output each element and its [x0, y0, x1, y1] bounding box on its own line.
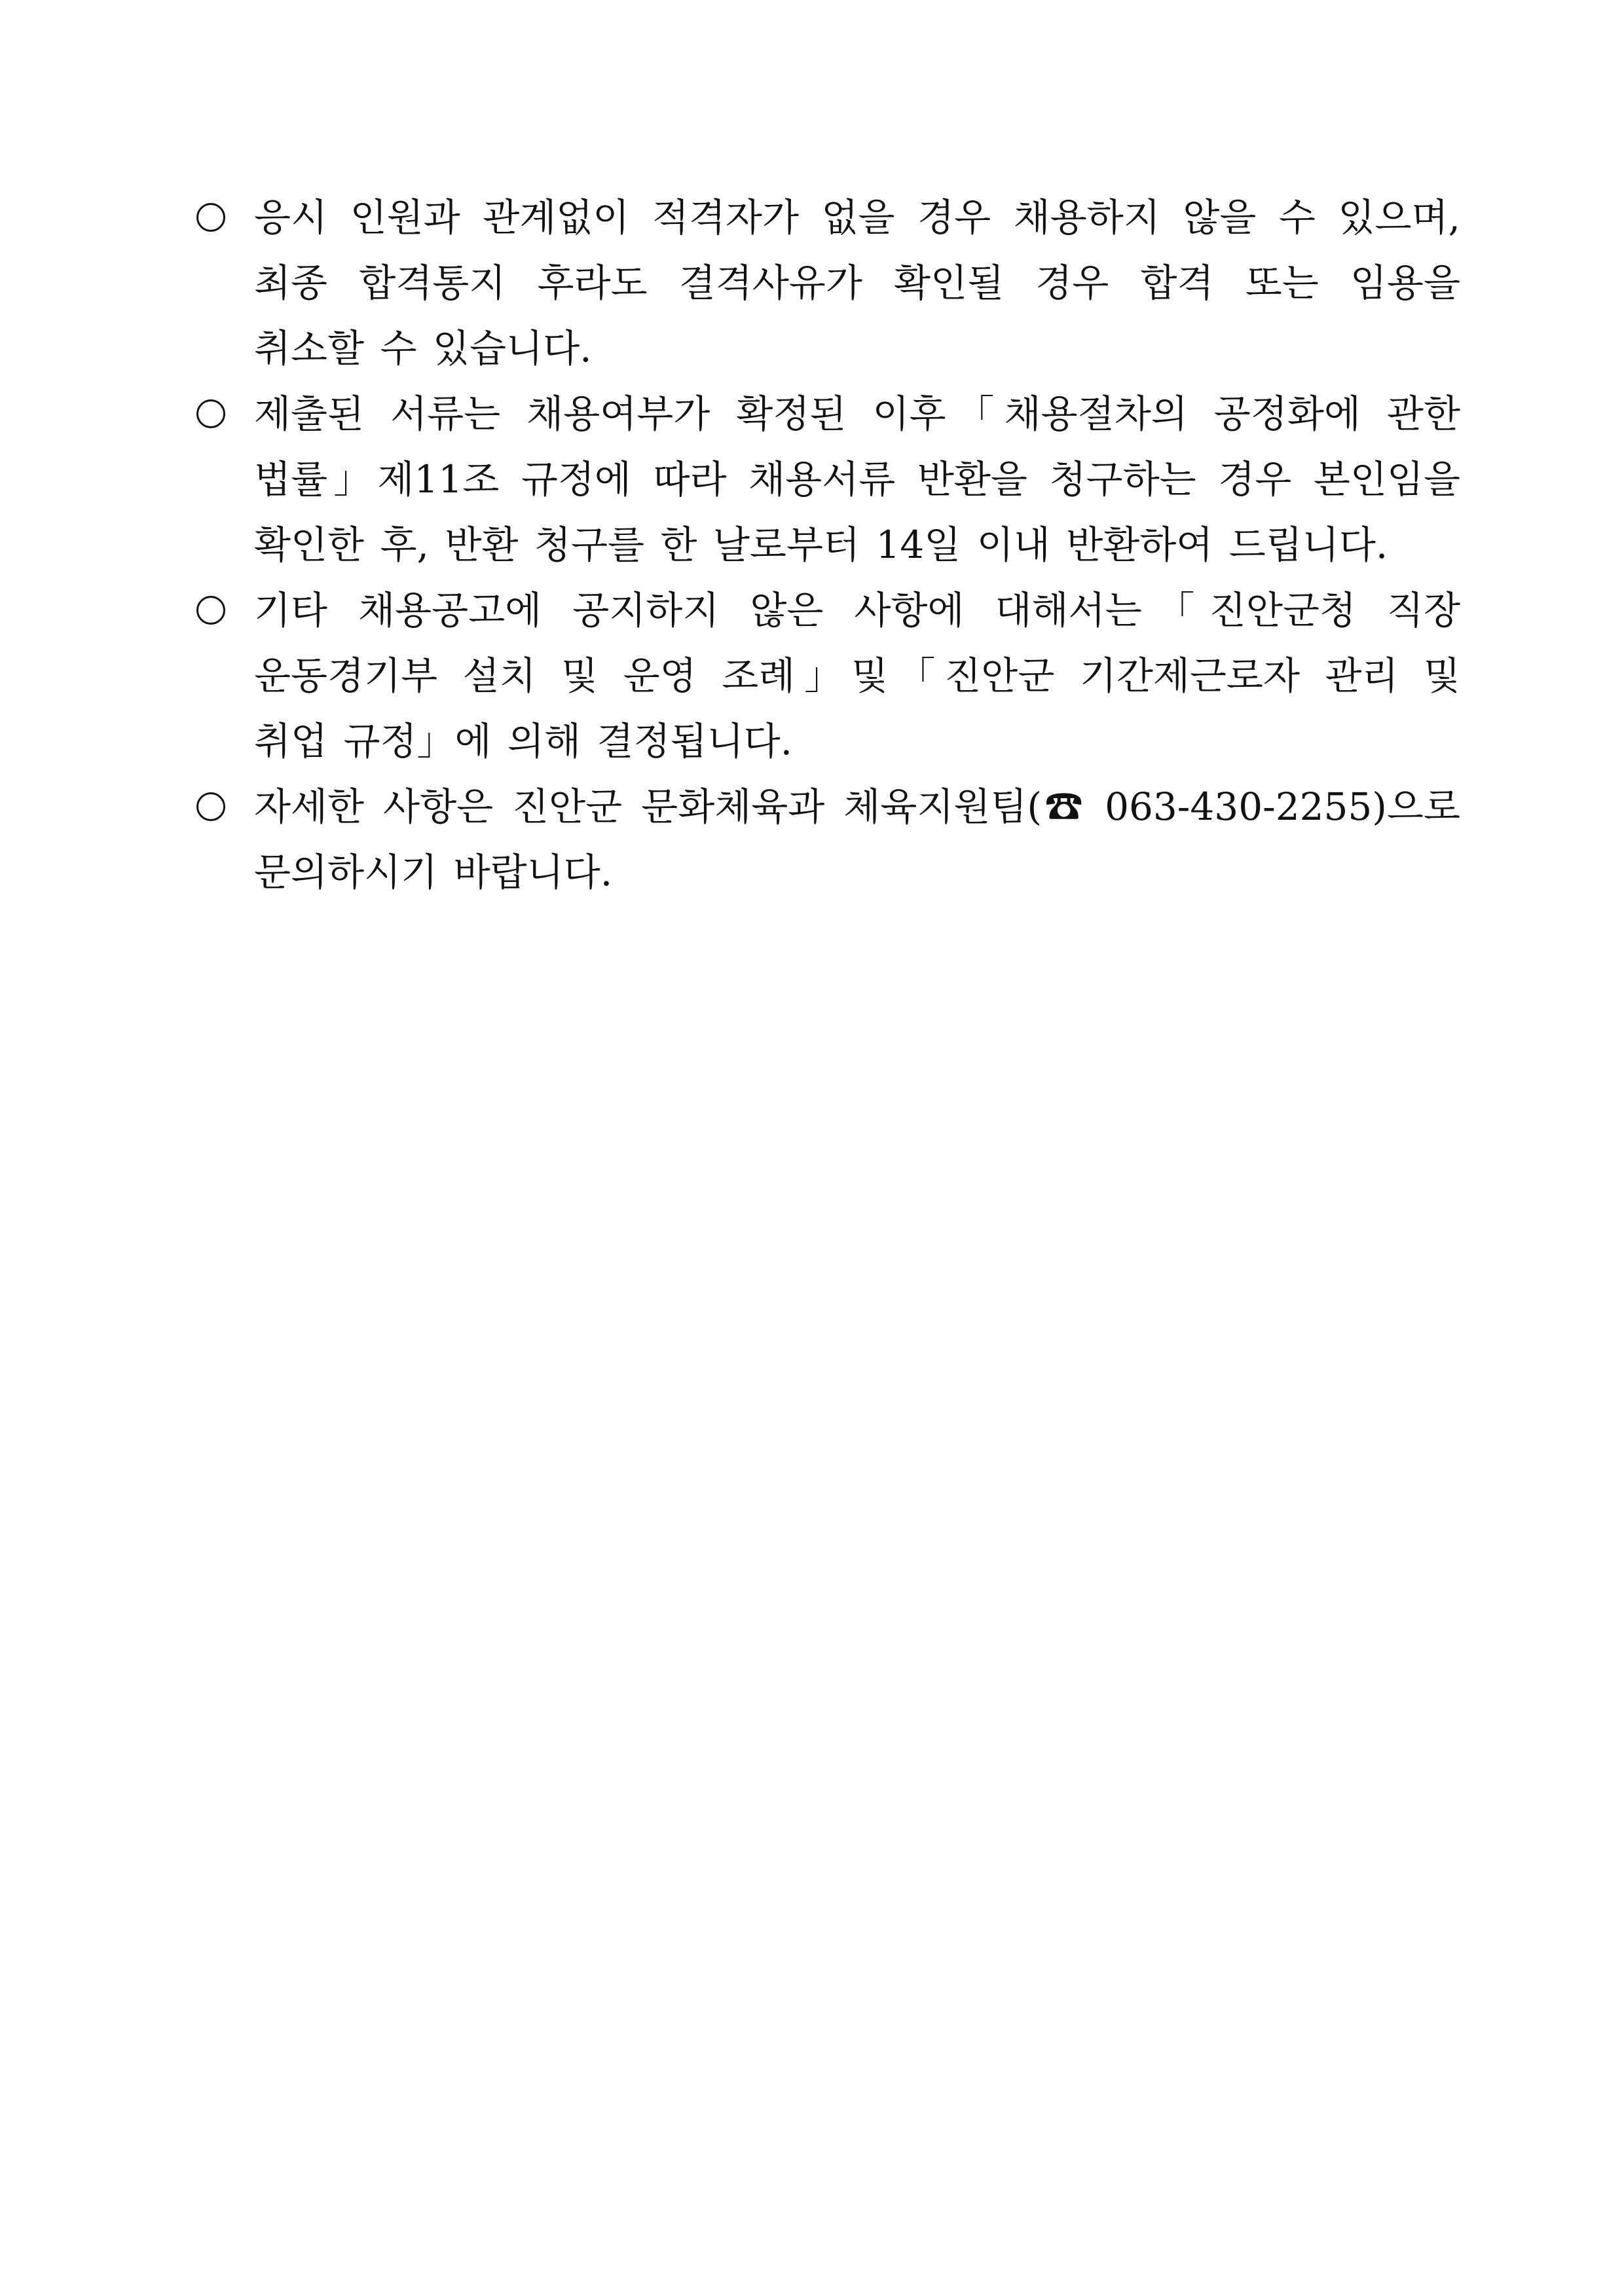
notice-item-other-matters	[196, 578, 1460, 774]
notice-item-contact	[196, 774, 1460, 905]
notice-item-document-return	[196, 381, 1460, 578]
notice-line: 문의하시기 바랍니다.	[254, 850, 613, 894]
notice-line: 확인한 후, 반환 청구를 한 날로부터 14일 이내 반환하여 드립니다.	[254, 523, 1388, 567]
notice-line: 기타 채용공고에 공지하지 않은 사항에 대해서는「진안군청 직장	[254, 588, 1460, 633]
notice-line: 운동경기부 설치 및 운영 조례」및「진안군 기간제근로자 관리 및	[254, 653, 1460, 698]
notice-list	[196, 185, 1460, 905]
notice-line: 법률」제11조 규정에 따라 채용서류 반환을 청구하는 경우 본인임을	[254, 457, 1460, 502]
notice-line: 취업 규정」에 의해 결정됩니다.	[254, 719, 793, 763]
notice-line: 응시 인원과 관계없이 적격자가 없을 경우 채용하지 않을 수 있으며,	[254, 195, 1460, 240]
circle-bullet-icon	[196, 578, 254, 643]
notice-line: 제출된 서류는 채용여부가 확정된 이후「채용절차의 공정화에 관한	[254, 392, 1460, 436]
notice-line: 최종 합격통지 후라도 결격사유가 확인될 경우 합격 또는 임용을	[254, 261, 1460, 305]
notice-line: 자세한 사항은 진안군 문화체육과 체육지원팀(☎ 063-430-2255)으로	[254, 784, 1460, 829]
notice-line: 취소할 수 있습니다.	[254, 326, 592, 371]
circle-bullet-icon	[196, 381, 254, 447]
circle-bullet-icon	[196, 185, 254, 250]
notice-item-disqualification	[196, 185, 1460, 381]
circle-bullet-icon	[196, 774, 254, 839]
